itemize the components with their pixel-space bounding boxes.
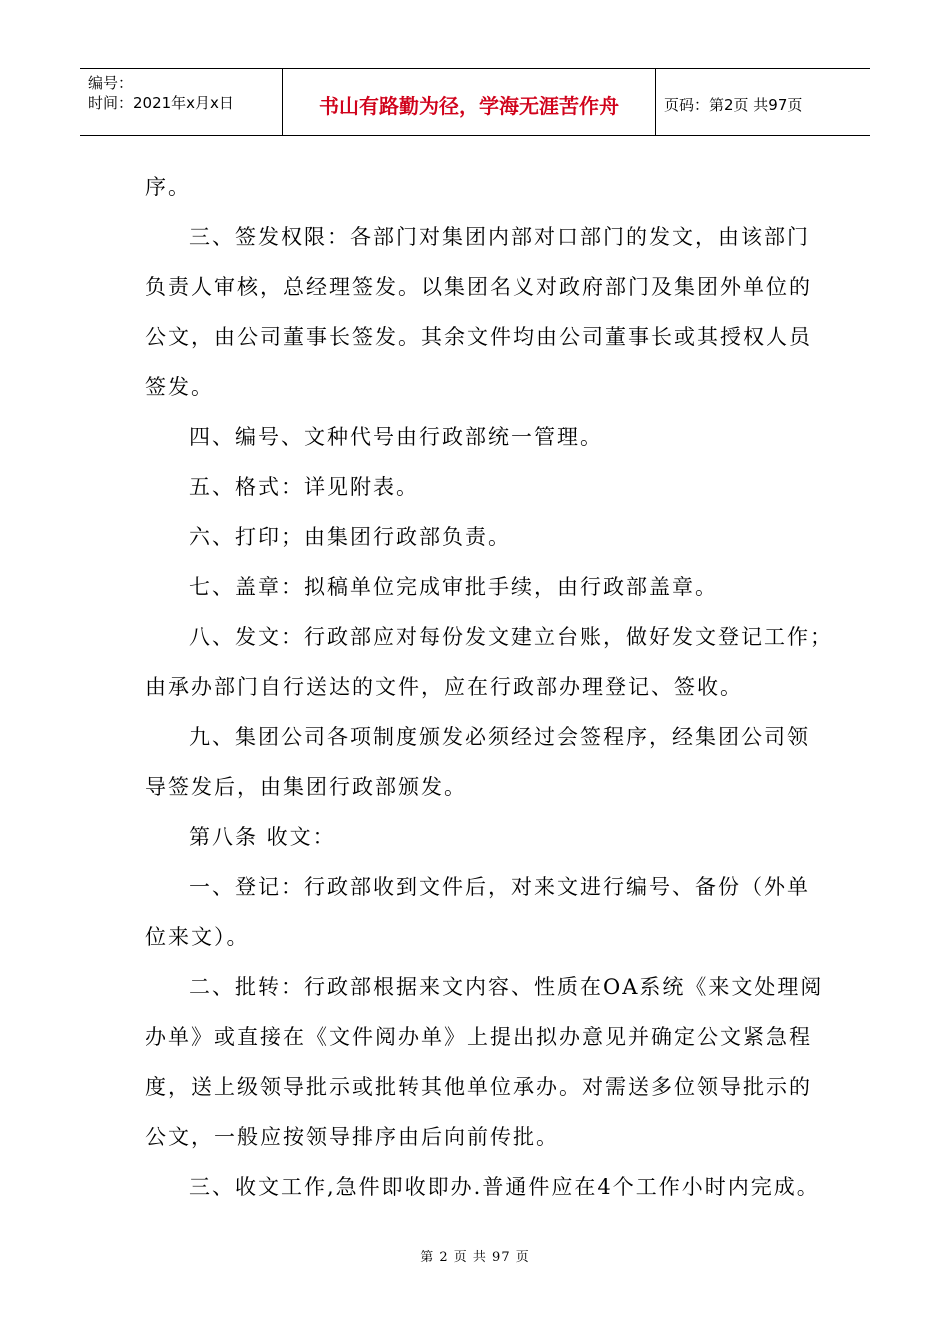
document-body	[145, 162, 833, 1212]
header-meta	[80, 69, 283, 135]
header-page-info: 页码：第2页 共97页	[664, 95, 803, 114]
paragraph-line: 位来文）。	[145, 925, 250, 949]
paragraph-line: 第八条 收文：	[189, 825, 336, 849]
header-motto: 书山有路勤为径，学海无涯苦作舟	[283, 69, 656, 135]
paragraph-line: 办单》或直接在《文件阅办单》上提出拟办意见并确定公文紧急程	[145, 1025, 812, 1049]
number-label: 编号：	[88, 74, 134, 92]
paragraph-line: 八、发文：行政部应对每份发文建立台账，做好发文登记工作；	[189, 625, 833, 649]
paragraph-line: 公文，一般应按领导排序由后向前传批。	[145, 1125, 559, 1149]
paragraph-line: 签发。	[145, 375, 214, 399]
paragraph-line: 导签发后，由集团行政部颁发。	[145, 775, 467, 799]
paragraph-line: 六、打印；由集团行政部负责。	[189, 525, 511, 549]
paragraph-line: 九、集团公司各项制度颁发必须经过会签程序，经集团公司领	[189, 725, 810, 749]
paragraph-line: 度，送上级领导批示或批转其他单位承办。对需送多位领导批示的	[145, 1075, 812, 1099]
paragraph-line: 七、盖章：拟稿单位完成审批手续，由行政部盖章。	[189, 575, 718, 599]
page-footer: 第 2 页 共 97 页	[420, 1250, 530, 1265]
paragraph-line: 三、收文工作,急件即收即办.普通件应在4个工作小时内完成。	[189, 1175, 820, 1199]
paragraph-line: 二、批转：行政部根据来文内容、性质在OA系统《来文处理阅	[189, 975, 824, 999]
paragraph-line: 三、签发权限：各部门对集团内部对口部门的发文，由该部门	[189, 225, 810, 249]
paragraph-line: 一、登记：行政部收到文件后，对来文进行编号、备份（外单	[189, 875, 810, 899]
paragraph-line: 负责人审核，总经理签发。以集团名义对政府部门及集团外单位的	[145, 275, 812, 299]
paragraph-line: 序。	[145, 175, 191, 199]
paragraph-line: 四、编号、文种代号由行政部统一管理。	[189, 425, 603, 449]
time-label: 时间：2021年x月x日	[88, 94, 234, 112]
paragraph-line: 公文，由公司董事长签发。其余文件均由公司董事长或其授权人员	[145, 325, 812, 349]
page-header	[80, 68, 870, 136]
paragraph-line: 由承办部门自行送达的文件，应在行政部办理登记、签收。	[145, 675, 743, 699]
paragraph-line: 五、格式：详见附表。	[189, 475, 419, 499]
